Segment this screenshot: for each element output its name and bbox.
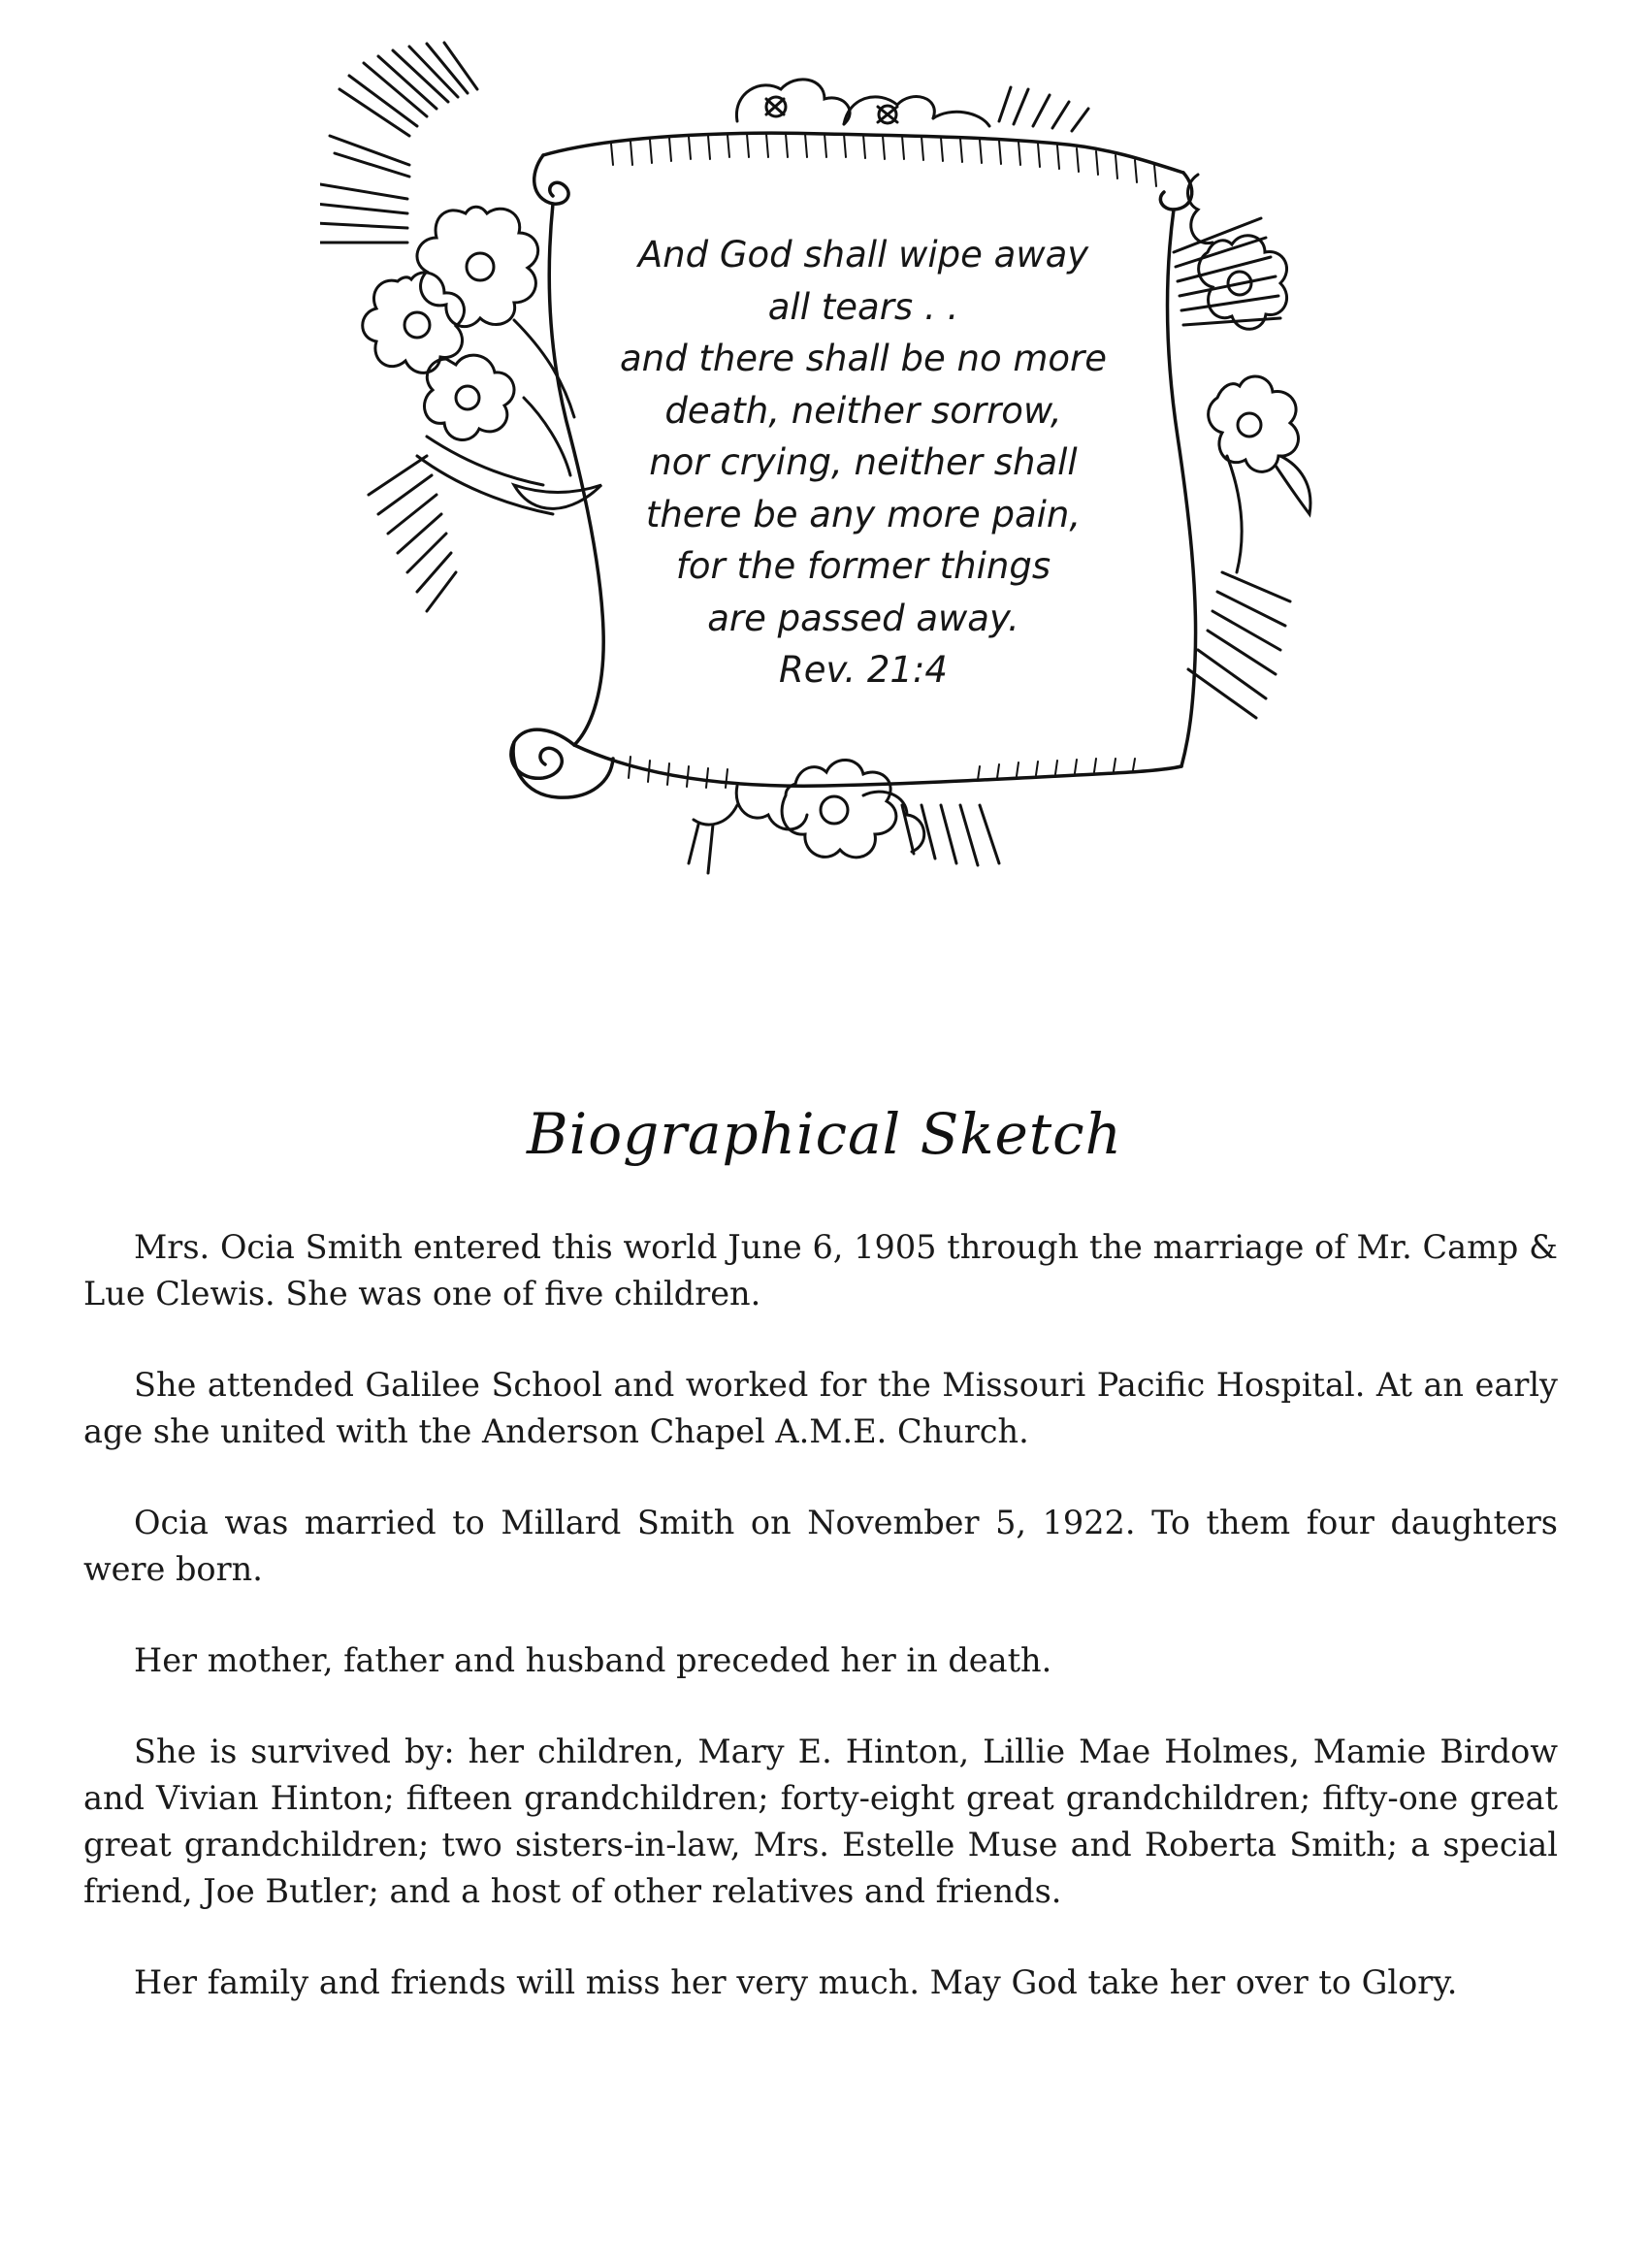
verse-line: death, neither sorrow, [664, 389, 1062, 432]
verse-line: all tears . . [767, 285, 959, 328]
bio-paragraph: Her mother, father and husband preceded her in death. [134, 1641, 1052, 1679]
bio-paragraph: Ocia was married to Millard Smith on November 5, 1922. To them four daughters were born. [83, 1504, 1558, 1588]
verse-line: and there shall be no more [619, 338, 1108, 379]
verse-citation: Rev. 21:4 [779, 649, 948, 691]
rays-left [320, 136, 456, 611]
page-title: Biographical Sketch [527, 1101, 1122, 1167]
rays-top-left [340, 43, 477, 136]
verse-line: for the former things [675, 545, 1051, 587]
verse-line: And God shall wipe away [637, 234, 1089, 275]
biography-body [83, 1224, 1558, 2051]
flowers-bottom [694, 760, 924, 857]
verse-line: nor crying, neither shall [649, 441, 1078, 483]
scripture-verse [543, 229, 1183, 697]
bio-paragraph: Her family and friends will miss her very much. May God take her over to Glory. [134, 1963, 1458, 2001]
rays-bottom [689, 805, 999, 873]
rays-top-right [999, 87, 1088, 131]
flowers-top [736, 80, 989, 126]
verse-line: are passed away. [707, 597, 1019, 639]
verse-line: there be any more pain, [645, 493, 1082, 535]
bio-paragraph: She attended Galilee School and worked for the Missouri Pacific Hospital. At an early age she united with the Anderson Chapel A.M.E. Church. [83, 1366, 1558, 1450]
flowers-right [1187, 175, 1310, 572]
bio-paragraph: Mrs. Ocia Smith entered this world June 6, 1905 through the marriage of Mr. Camp & Lue Clewis. She was one of five children. [83, 1228, 1558, 1312]
bio-paragraph: She is survived by: her children, Mary E. Hinton, Lillie Mae Holmes, Mamie Birdow and Vivian Hinton; fifteen grandchildren; forty-eight great grandchildren; fifty-one great great grandchildren; two sisters-in-law, Mrs. Estelle Muse and Roberta Smith; a special friend, Joe Butler; and a host of other relatives and friends. [83, 1733, 1558, 1910]
